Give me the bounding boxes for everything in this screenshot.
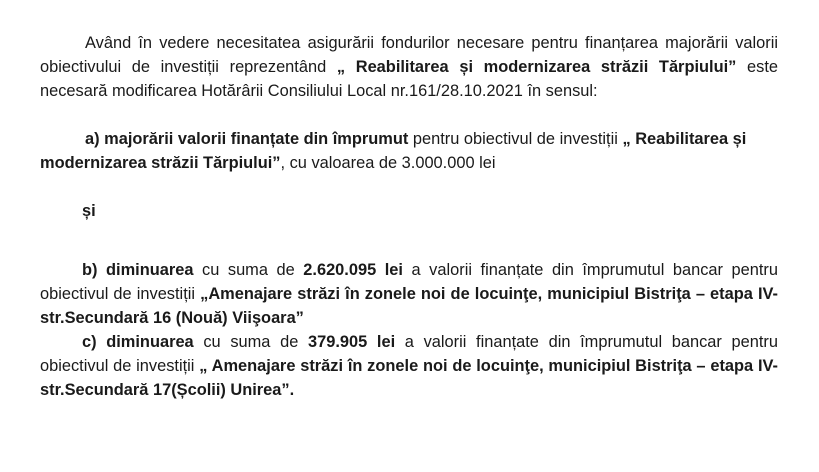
item-a-paragraph	[40, 127, 778, 175]
item-b-text-2: a valorii finanțate din împrumutul bancar pentru obiectivul de investiții	[40, 261, 779, 303]
intro-paragraph	[40, 31, 778, 103]
item-a-label: a) majorării valorii finanțate din împrumut	[85, 130, 409, 148]
intro-text-end: este necesară modificarea Hotărârii Consiliului Local nr.161/28.10.2021 în sensul:	[40, 58, 778, 100]
project-title-tarpiului: „ Reabilitarea și modernizarea străzii Tărpiului”	[336, 58, 737, 76]
item-c-label: c) diminuarea	[82, 333, 194, 351]
connector-text: și	[82, 202, 96, 220]
item-b-paragraph	[40, 258, 778, 330]
item-c-paragraph	[40, 330, 778, 402]
item-a-project-title: „ Reabilitarea și modernizarea străzii Tărpiului”	[40, 130, 747, 172]
item-b-project-title: „Amenajare străzi în zonele noi de locuinţe, municipiul Bistriţa – etapa IV-str.Secundară 16 (Nouă) Viişoara”	[40, 285, 779, 327]
item-c-project-title: „ Amenajare străzi în zonele noi de locuinţe, municipiul Bistriţa – etapa IV-str.Secundară 17(Școlii) Unirea”.	[40, 357, 778, 399]
item-b-amount: 2.620.095 lei	[303, 261, 403, 279]
item-b-label: b) diminuarea	[82, 261, 194, 279]
item-a-amount-text: , cu valoarea de 3.000.000 lei	[280, 154, 496, 172]
item-c-text: cu suma de	[203, 333, 299, 351]
connector-paragraph	[82, 199, 182, 223]
item-a-text: pentru obiectivul de investiții	[412, 130, 618, 148]
item-b-text: cu suma de	[202, 261, 295, 279]
item-c-amount: 379.905 lei	[307, 333, 396, 351]
item-c-text-2: a valorii finanțate din împrumutul bancar pentru obiectivul de investiții	[40, 333, 779, 375]
intro-text: Având în vedere necesitatea asigurării fondurilor necesare pentru finanțarea majorării valorii obiectivului de investiții reprezentând	[40, 34, 778, 76]
